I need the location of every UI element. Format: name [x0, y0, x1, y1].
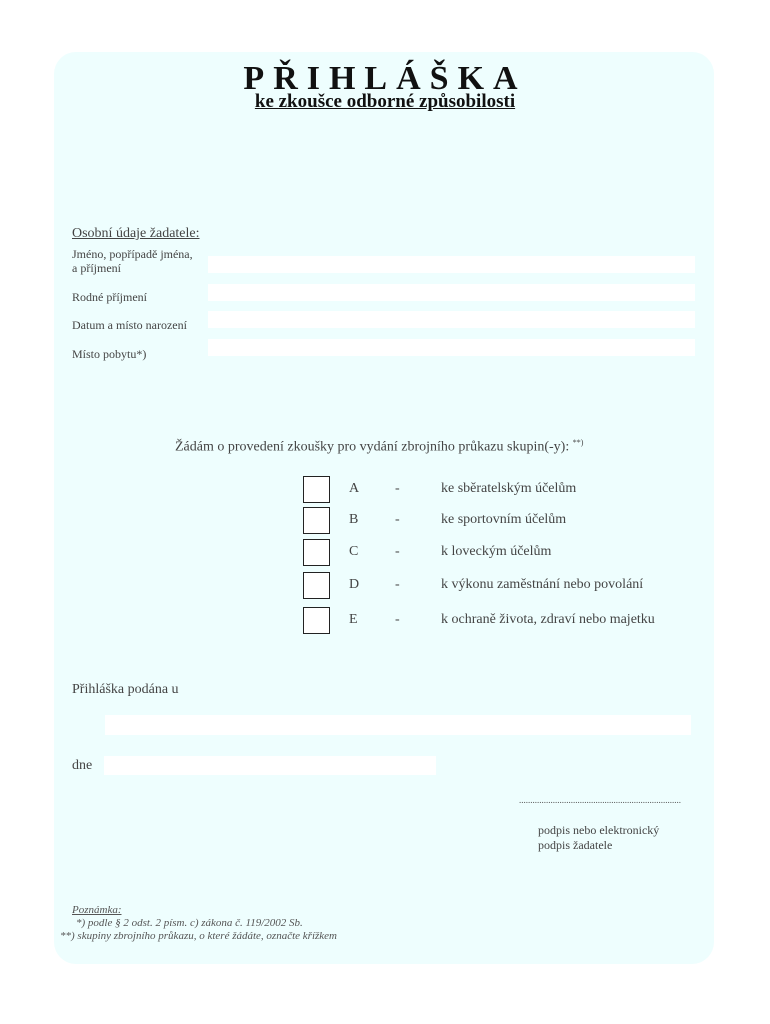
- birth-date-place-field[interactable]: [208, 311, 695, 328]
- residence-label: Místo pobytu*): [72, 347, 147, 361]
- note-1: *) podle § 2 odst. 2 písm. c) zákona č. 119/2002 Sb.: [76, 917, 303, 929]
- group-row-d: [303, 572, 723, 600]
- group-a-checkbox[interactable]: [303, 476, 330, 503]
- group-e-checkbox[interactable]: [303, 607, 330, 634]
- group-dash: -: [395, 612, 400, 627]
- group-purpose: k loveckým účelům: [441, 544, 552, 559]
- group-row-e: [303, 607, 723, 635]
- date-field[interactable]: [104, 756, 436, 775]
- note-heading: Poznámka:: [72, 904, 122, 916]
- birth-number-label: Rodné příjmení: [72, 290, 147, 304]
- group-row-b: [303, 507, 723, 535]
- birth-number-field[interactable]: [208, 284, 695, 301]
- group-purpose: ke sběratelským účelům: [441, 481, 577, 496]
- group-dash: -: [395, 544, 400, 559]
- date-label: dne: [72, 758, 93, 773]
- group-letter: E: [349, 612, 358, 627]
- group-letter: D: [349, 577, 360, 592]
- group-letter: A: [349, 481, 360, 496]
- group-purpose: ke sportovním účelům: [441, 512, 567, 527]
- group-dash: -: [395, 481, 400, 496]
- group-purpose: k ochraně života, zdraví nebo majetku: [441, 612, 655, 627]
- filed-at-label: Přihláška podána u: [72, 682, 179, 697]
- form-title: PŘIHLÁŠKA: [243, 60, 527, 97]
- group-c-checkbox[interactable]: [303, 539, 330, 566]
- signature-line: ........................................................................: [519, 795, 681, 805]
- birth-date-place-label: Datum a místo narození: [72, 318, 187, 332]
- group-d-checkbox[interactable]: [303, 572, 330, 599]
- group-letter: B: [349, 512, 359, 527]
- group-letter: C: [349, 544, 359, 559]
- name-label: Jméno, popřípadě jména, a příjmení: [72, 247, 193, 275]
- group-b-checkbox[interactable]: [303, 507, 330, 534]
- group-row-a: [303, 476, 723, 504]
- group-row-c: [303, 539, 723, 567]
- group-dash: -: [395, 577, 400, 592]
- note-2: **) skupiny zbrojního průkazu, o které žádáte, označte křížkem: [60, 930, 337, 942]
- group-purpose: k výkonu zaměstnání nebo povolání: [441, 577, 644, 592]
- form-subtitle: ke zkoušce odborné způsobilosti: [254, 91, 516, 112]
- filed-at-field[interactable]: [105, 715, 691, 735]
- personal-section-title: Osobní údaje žadatele:: [72, 226, 200, 241]
- footnotes: [60, 904, 337, 943]
- residence-field[interactable]: [208, 339, 695, 356]
- signature-caption: podpis nebo elektronický podpis žadatele: [538, 823, 660, 852]
- group-dash: -: [395, 512, 400, 527]
- name-field[interactable]: [208, 256, 695, 273]
- request-text: Žádám o provedení zkoušky pro vydání zbrojního průkazu skupin(-y): **): [175, 438, 584, 455]
